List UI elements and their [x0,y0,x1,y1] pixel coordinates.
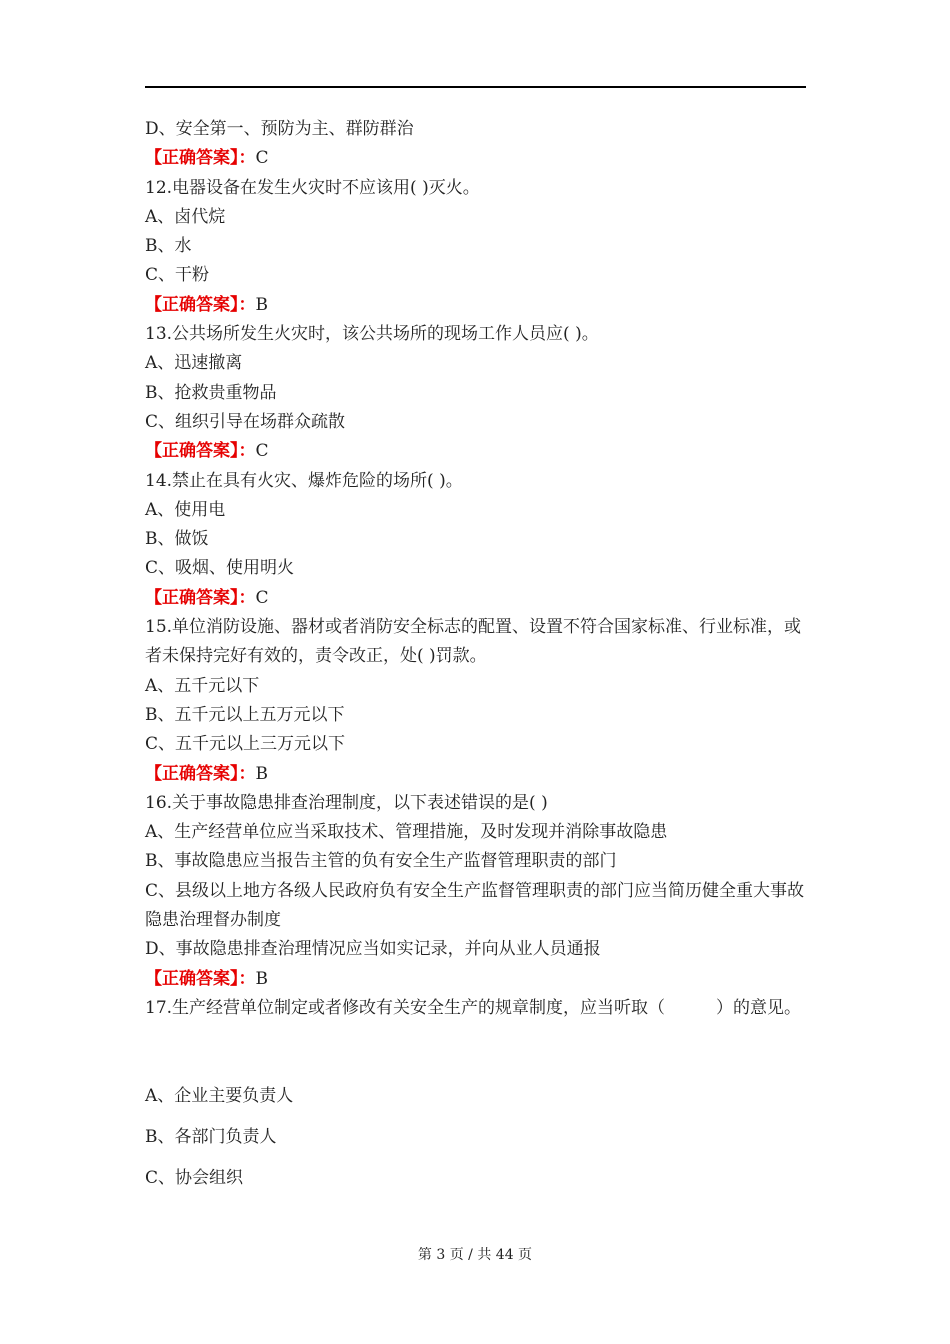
option-a: A、生产经营单位应当采取技术、管理措施，及时发现并消除事故隐患 [145,822,668,843]
option-b: B、抢救贵重物品 [145,382,277,403]
answer-label: 【正确答案】： [145,587,256,608]
question-16: 16.关于事故隐患排查治理制度，以下表述错误的是( ) [145,792,548,813]
option-b: B、各部门负责人 [145,1127,277,1148]
option-c: C、干粉 [145,265,210,286]
question-17: 17.生产经营单位制定或者修改有关安全生产的规章制度，应当听取（ ）的意见。 [145,997,802,1018]
answer-label: 【正确答案】： [145,763,256,784]
answer-value: C [255,148,269,169]
correct-answer [145,965,806,994]
correct-answer [145,144,806,173]
header-rule [145,86,806,88]
option-a: A、卤代烷 [145,206,226,227]
option-c: C、协会组织 [145,1168,244,1189]
option-a: A、企业主要负责人 [145,1086,294,1107]
correct-answer [145,437,806,466]
option-b: B、五千元以上五万元以下 [145,704,345,725]
option-a: A、五千元以下 [145,675,260,696]
option-b: B、水 [145,236,192,257]
option-b: B、事故隐患应当报告主管的负有安全生产监督管理职责的部门 [145,851,617,872]
answer-label: 【正确答案】： [145,441,256,462]
option-c: C、五千元以上三万元以下 [145,734,346,755]
correct-answer [145,584,806,613]
page-footer: 第 3 页 / 共 44 页 [417,1247,533,1263]
answer-value: C [255,587,269,608]
option-a: A、使用电 [145,499,226,520]
correct-answer [145,760,806,789]
question-14: 14.禁止在具有火灾、爆炸危险的场所( )。 [145,470,463,491]
question-13: 13.公共场所发生火灾时，该公共场所的现场工作人员应( )。 [145,324,599,345]
correct-answer [145,291,806,320]
answer-value: C [255,441,269,462]
option-a: A、迅速撤离 [145,353,243,374]
option-c: C、县级以上地方各级人民政府负有安全生产监督管理职责的部门应当简历健全重大事故隐患治理督办制度 [145,880,805,931]
option-c: C、吸烟、使用明火 [145,558,295,579]
page-content [145,115,806,1199]
question-12: 12.电器设备在发生火灾时不应该用( )灭火。 [145,177,480,198]
blank-space [145,1023,806,1076]
answer-label: 【正确答案】： [145,294,256,315]
answer-value: B [255,968,268,989]
option-d: D、事故隐患排查治理情况应当如实记录，并向从业人员通报 [145,939,601,960]
answer-value: B [255,763,268,784]
answer-label: 【正确答案】： [145,968,256,989]
answer-label: 【正确答案】： [145,148,256,169]
option-d: D、安全第一、预防为主、群防群治 [145,119,414,139]
question-15: 15.单位消防设施、器材或者消防安全标志的配置、设置不符合国家标准、行业标准，或者未保持完好有效的，责令改正，处( )罚款。 [145,617,802,667]
answer-value: B [255,294,268,315]
option-b: B、做饭 [145,529,209,550]
option-c: C、组织引导在场群众疏散 [145,411,346,432]
